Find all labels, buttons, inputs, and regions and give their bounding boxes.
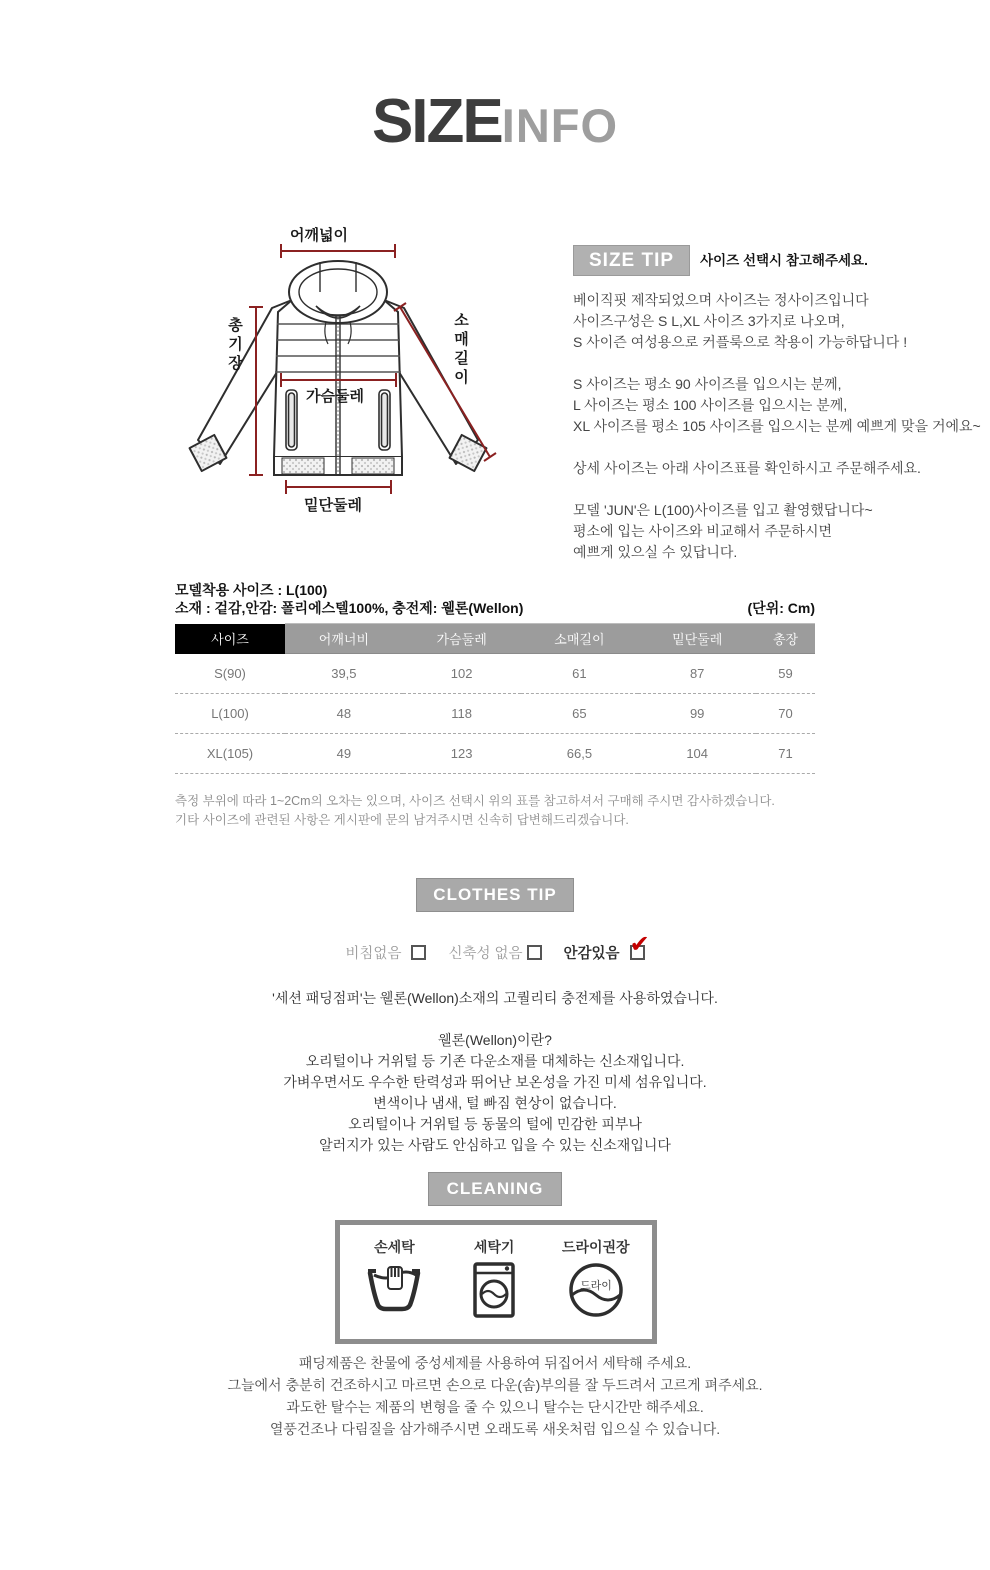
fabric-checklist [0, 931, 990, 963]
title-size: SIZE [371, 87, 502, 156]
size-table-header-row [175, 624, 815, 654]
table-row: L(100) 48 118 65 99 70 [175, 694, 815, 734]
label-hem: 밑단둘레 [304, 497, 362, 514]
size-table-section [175, 581, 815, 830]
size-tip-paragraph: S 사이즈는 평소 90 사이즈를 입으시는 분께, L 사이즈는 평소 100 사이즈를 입으시는 분께, XL 사이즈를 평소 105 사이즈를 입으시는 분께 예쁘게 맞을 거에요~ [573, 376, 981, 434]
label-total-length: 총기장 [226, 317, 243, 374]
clothes-tip-badge: CLOTHES TIP [416, 878, 573, 912]
table-row: XL(105) 49 123 66,5 104 71 [175, 734, 815, 774]
col-header-shoulder: 어깨너비 [285, 624, 403, 654]
col-header-chest: 가슴둘레 [403, 624, 521, 654]
dryclean-label: 드라이권장 [561, 1239, 630, 1255]
size-tip-paragraph: 모델 'JUN'은 L(100)사이즈를 입고 촬영했답니다~ 평소에 입는 사이즈와 비교해서 주문하시면 예쁘게 있으실 수 있답니다. [573, 502, 873, 560]
label-sleeve-length: 소매길이 [452, 312, 469, 388]
handwash-label: 손세탁 [374, 1239, 415, 1255]
washing-machine-icon [471, 1261, 517, 1319]
title-info: INFO [501, 99, 619, 152]
red-check-icon: ✔ [629, 931, 650, 958]
col-header-sleeve: 소매길이 [521, 624, 639, 654]
cleaning-badge: CLEANING [428, 1172, 563, 1206]
filler-intro-line: '세션 패딩점퍼'는 웰론(Wellon)소재의 고퀄리티 충전제를 사용하였습니다. [272, 990, 718, 1006]
size-tip-heading: 사이즈 선택시 참고해주세요. [700, 253, 868, 268]
col-header-length: 총장 [756, 624, 815, 654]
care-instructions: 패딩제품은 찬물에 중성세제를 사용하여 뒤집어서 세탁해 주세요. 그늘에서 충분히 건조하시고 마르면 손으로 다운(솜)부의를 잘 두드려서 고르게 펴주세요. 과도한 탈수는 제품의 변형을 줄 수 있으니 탈수는 단시간만 해주세요. 열풍건조나 다림질을 삼가해주시면 오래도록 새옷처럼 입으실 수 있습니다. [227, 1355, 763, 1437]
model-size-line: 모델착용 사이즈 : L(100) [175, 582, 328, 598]
material-line: 소재 : 겉감,안감: 폴리에스텔100%, 충전제: 웰론(Wellon) [175, 600, 524, 616]
checkbox-lining-checked-icon [629, 931, 650, 960]
checkbox-stretch-icon [527, 945, 542, 960]
dryclean-group [562, 1237, 630, 1319]
check-label-stretch: 신축성 없음 [448, 946, 523, 962]
check-label-sheer: 비침없음 [345, 946, 402, 962]
size-tip-paragraph: 상세 사이즈는 아래 사이즈표를 확인하시고 주문해주세요. [573, 460, 921, 476]
jacket-measurement-diagram [168, 212, 532, 548]
care-icons-box [335, 1220, 657, 1344]
size-table-note: 측정 부위에 따라 1~2Cm의 오차는 있으며, 사이즈 선택시 위의 표를 참고하셔서 구매해 주시면 감사하겠습니다. 기타 사이즈에 관련된 사항은 게시판에 문의 남겨주시면 신속히 답변해드리겠습니다. [175, 794, 775, 827]
size-tip-badge: SIZE TIP [573, 245, 690, 276]
handwash-group [362, 1237, 426, 1313]
handwash-icon [362, 1261, 426, 1313]
washer-group [471, 1237, 517, 1319]
unit-label: (단위: Cm) [747, 600, 815, 616]
size-tip-paragraph: 베이직핏 제작되었으며 사이즈는 정사이즈입니다 사이즈구성은 S L,XL 사이즈 3가지로 나오며, S 사이즌 여성용으로 커플룩으로 착용이 가능하답니다 ! [573, 292, 908, 350]
wellon-description: 웰론(Wellon)이란? 오리털이나 거위털 등 기존 다운소재를 대체하는 신소재입니다. 가벼우면서도 우수한 탄력성과 뛰어난 보온성을 가진 미세 섬유입니다. 변색이나 냄새, 털 빠짐 현상이 없습니다. 오리털이나 거위털 등 동물의 털에 민감한 피부나 알러지가 있는 사람도 안심하고 입을 수 있는 신소재입니다 [283, 1032, 707, 1153]
washer-label: 세탁기 [473, 1239, 515, 1255]
dryclean-icon [567, 1261, 625, 1319]
size-table [175, 623, 815, 774]
label-shoulder-width: 어깨넓이 [290, 227, 348, 244]
label-chest: 가슴둘레 [306, 388, 364, 405]
size-tip-section [573, 245, 990, 584]
dryclean-inner-text: 드라이 [579, 1280, 612, 1292]
col-header-size: 사이즈 [175, 624, 285, 654]
col-header-hem: 밑단둘레 [638, 624, 756, 654]
check-label-lining: 안감있음 [563, 946, 620, 962]
checkbox-sheer-icon [411, 945, 426, 960]
page-title [0, 86, 990, 157]
table-row: S(90) 39,5 102 61 87 59 [175, 654, 815, 694]
